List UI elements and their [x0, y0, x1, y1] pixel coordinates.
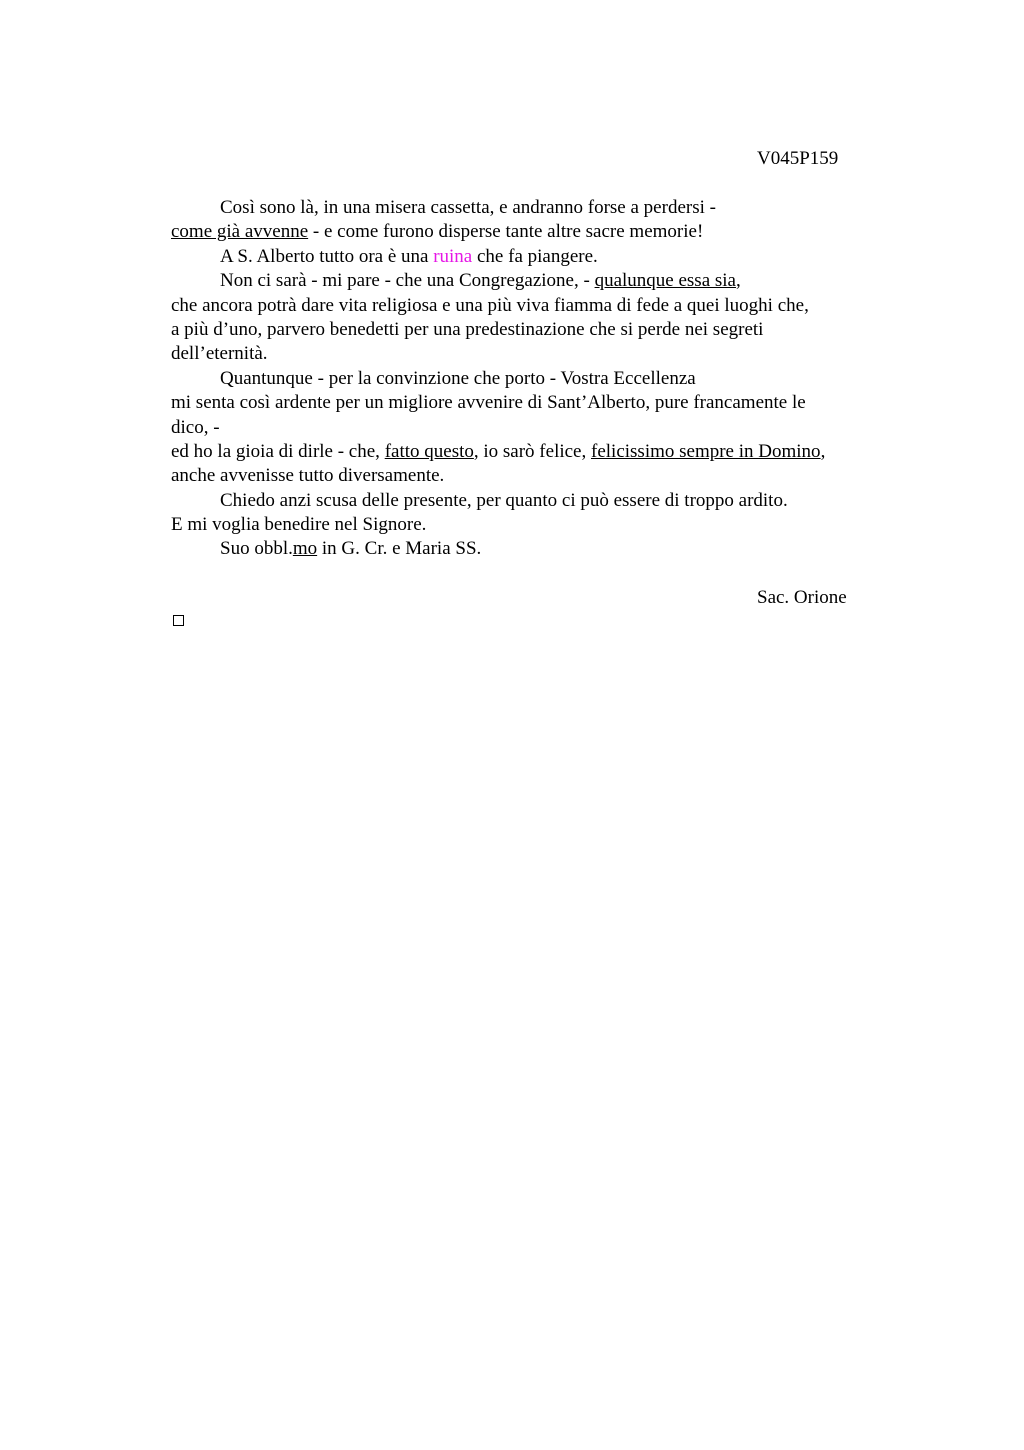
- text-span: dico, -: [171, 416, 220, 438]
- text-line: [171, 537, 891, 561]
- text-span: A S. Alberto tutto ora è una: [220, 245, 434, 267]
- text-span: Chiedo anzi scusa delle presente, per quanto ci può essere di troppo ardito.: [220, 489, 788, 511]
- text-span: in G. Cr. e Maria SS.: [317, 538, 482, 560]
- text-span: ,: [735, 270, 741, 292]
- end-marker-box: [173, 615, 184, 626]
- text-line: [171, 416, 891, 440]
- highlighted-word: ruina: [433, 245, 473, 267]
- text-span: mi senta così ardente per un migliore avvenire di Sant’Alberto, pure francamente le: [171, 392, 806, 414]
- text-span: ,: [820, 440, 826, 462]
- underlined-text: mo: [292, 538, 318, 560]
- text-line: [171, 318, 891, 342]
- text-span: Così sono là, in una misera cassetta, e andranno forse a perdersi -: [220, 197, 716, 218]
- text-span: , io sarò felice,: [473, 440, 591, 462]
- underlined-text: fatto questo: [384, 440, 474, 462]
- text-span: che ancora potrà dare vita religiosa e una più viva fiamma di fede a quei luoghi che,: [171, 294, 809, 316]
- text-span: dell’eternità.: [171, 343, 268, 365]
- text-line: [171, 342, 891, 366]
- text-span: ed ho la gioia di dirle - che,: [171, 440, 385, 462]
- underlined-text: come già avvenne: [171, 221, 309, 243]
- underlined-text: felicissimo sempre in Domino: [591, 440, 821, 462]
- text-span: Suo obbl.: [220, 538, 293, 560]
- text-span: che fa piangere.: [472, 245, 598, 267]
- text-line: [171, 367, 891, 391]
- text-span: anche avvenisse tutto diversamente.: [171, 465, 445, 487]
- page-id: V045P159: [757, 148, 839, 169]
- text-line: [171, 489, 891, 513]
- text-line: [171, 513, 891, 537]
- text-line: [171, 245, 891, 269]
- text-line: [171, 440, 891, 464]
- text-span: E mi voglia benedire nel Signore.: [171, 514, 427, 536]
- text-span: Quantunque - per la convinzione che porto - Vostra Eccellenza: [220, 367, 696, 389]
- text-line: [171, 196, 891, 220]
- letter-body: [171, 196, 891, 562]
- signature: Sac. Orione: [757, 587, 847, 608]
- text-span: a più d’uno, parvero benedetti per una predestinazione che si perde nei segreti: [171, 318, 764, 340]
- text-span: - e come furono disperse tante altre sacre memorie!: [308, 221, 704, 243]
- text-line: [171, 391, 891, 415]
- text-span: Non ci sarà - mi pare - che una Congregazione, -: [220, 270, 595, 292]
- text-line: [171, 294, 891, 318]
- text-line: [171, 269, 891, 293]
- text-line: [171, 220, 891, 244]
- text-line: [171, 464, 891, 488]
- underlined-text: qualunque essa sia: [594, 270, 736, 292]
